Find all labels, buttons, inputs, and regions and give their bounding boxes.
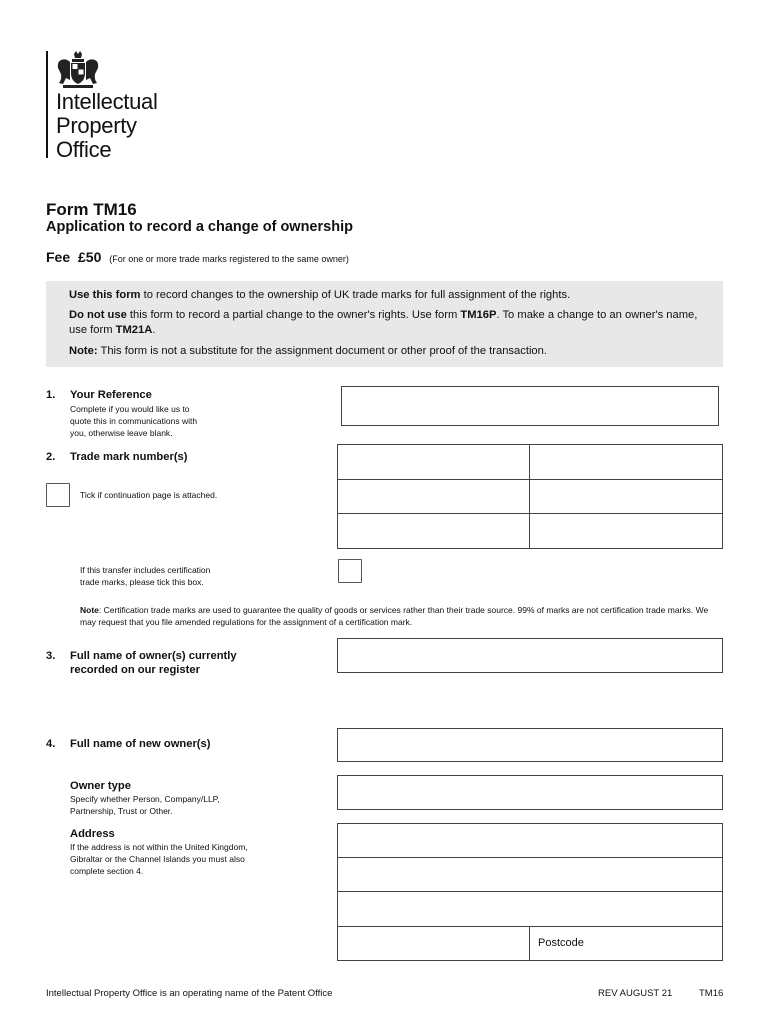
info-paragraph-note: Note: This form is not a substitute for the assignment document or other proof of the transaction. (69, 345, 547, 357)
trade-mark-number-input-6[interactable] (529, 513, 723, 549)
address-line-4-input[interactable] (337, 926, 530, 961)
address-help-3: complete section 4. (70, 866, 144, 876)
owner-type-help-2: Partnership, Trust or Other. (70, 806, 173, 816)
current-owner-name-input[interactable] (337, 638, 723, 673)
fee-line (46, 249, 349, 265)
section-3-title-2: recorded on our register (70, 664, 200, 676)
postcode-label: Postcode (538, 937, 584, 949)
section-4-title: Full name of new owner(s) (70, 738, 211, 750)
form-title: Form TM16 (46, 200, 137, 219)
certification-note: Note: Certification trade marks are used to guarantee the quality of goods or services rather than their trade source. 99% of marks are not certification trade marks. We may request that you file amended regulations for the assignment of a certification mark. (80, 605, 709, 627)
form-subtitle: Application to record a change of ownership (46, 219, 353, 235)
royal-crest-icon (55, 50, 101, 90)
fee-amount: £50 (78, 249, 102, 265)
section-1-title: Your Reference (70, 389, 152, 401)
trade-mark-number-input-5[interactable] (337, 513, 530, 549)
section-2-number: 2. (46, 451, 56, 463)
section-1-help-3: you, otherwise leave blank. (70, 428, 173, 438)
logo-rule (46, 51, 48, 158)
section-2-title: Trade mark number(s) (70, 451, 188, 463)
address-help-1: If the address is not within the United Kingdom, (70, 842, 248, 852)
org-name-line-3: Office (56, 137, 112, 162)
info-paragraph-do-not-use: Do not use this form to record a partial change to the owner's rights. Use form TM16P. To make a change to an owner's name, use form TM21A. (69, 309, 698, 336)
address-line-1-input[interactable] (337, 823, 723, 858)
fee-note: (For one or more trade marks registered to the same owner) (109, 254, 349, 264)
trade-mark-number-input-4[interactable] (529, 479, 723, 514)
address-line-2-input[interactable] (337, 857, 723, 892)
org-name-line-1: Intellectual (56, 89, 158, 114)
address-title: Address (70, 828, 115, 840)
owner-type-title: Owner type (70, 780, 131, 792)
footer-revision: REV AUGUST 21 (598, 988, 673, 999)
footer-text: Intellectual Property Office is an operating name of the Patent Office (46, 988, 333, 999)
section-3-number: 3. (46, 650, 56, 662)
postcode-input[interactable] (529, 926, 723, 961)
address-help-2: Gibraltar or the Channel Islands you must also (70, 854, 245, 864)
info-paragraph-use: Use this form to record changes to the ownership of UK trade marks for full assignment of the rights. (69, 289, 571, 301)
footer-form-code: TM16 (699, 988, 724, 999)
reference-input[interactable] (341, 386, 719, 426)
section-3-title-1: Full name of owner(s) currently (70, 650, 237, 662)
fee-label: Fee (46, 249, 71, 265)
owner-type-input[interactable] (337, 775, 723, 810)
continuation-label: Tick if continuation page is attached. (80, 490, 218, 500)
certification-text-1: If this transfer includes certification (80, 565, 211, 575)
continuation-checkbox[interactable] (46, 483, 70, 507)
trade-mark-number-input-1[interactable] (337, 444, 530, 480)
trade-mark-number-input-3[interactable] (337, 479, 530, 514)
owner-type-help-1: Specify whether Person, Company/LLP, (70, 794, 220, 804)
new-owner-name-input[interactable] (337, 728, 723, 762)
certification-checkbox[interactable] (338, 559, 362, 583)
info-box (46, 281, 723, 367)
certification-text-2: trade marks, please tick this box. (80, 577, 204, 587)
section-1-number: 1. (46, 389, 56, 401)
section-1-help-1: Complete if you would like us to (70, 404, 190, 414)
section-1-help-2: quote this in communications with (70, 416, 198, 426)
section-4-number: 4. (46, 738, 56, 750)
trade-mark-number-input-2[interactable] (529, 444, 723, 480)
org-name-line-2: Property (56, 113, 137, 138)
address-line-3-input[interactable] (337, 891, 723, 927)
